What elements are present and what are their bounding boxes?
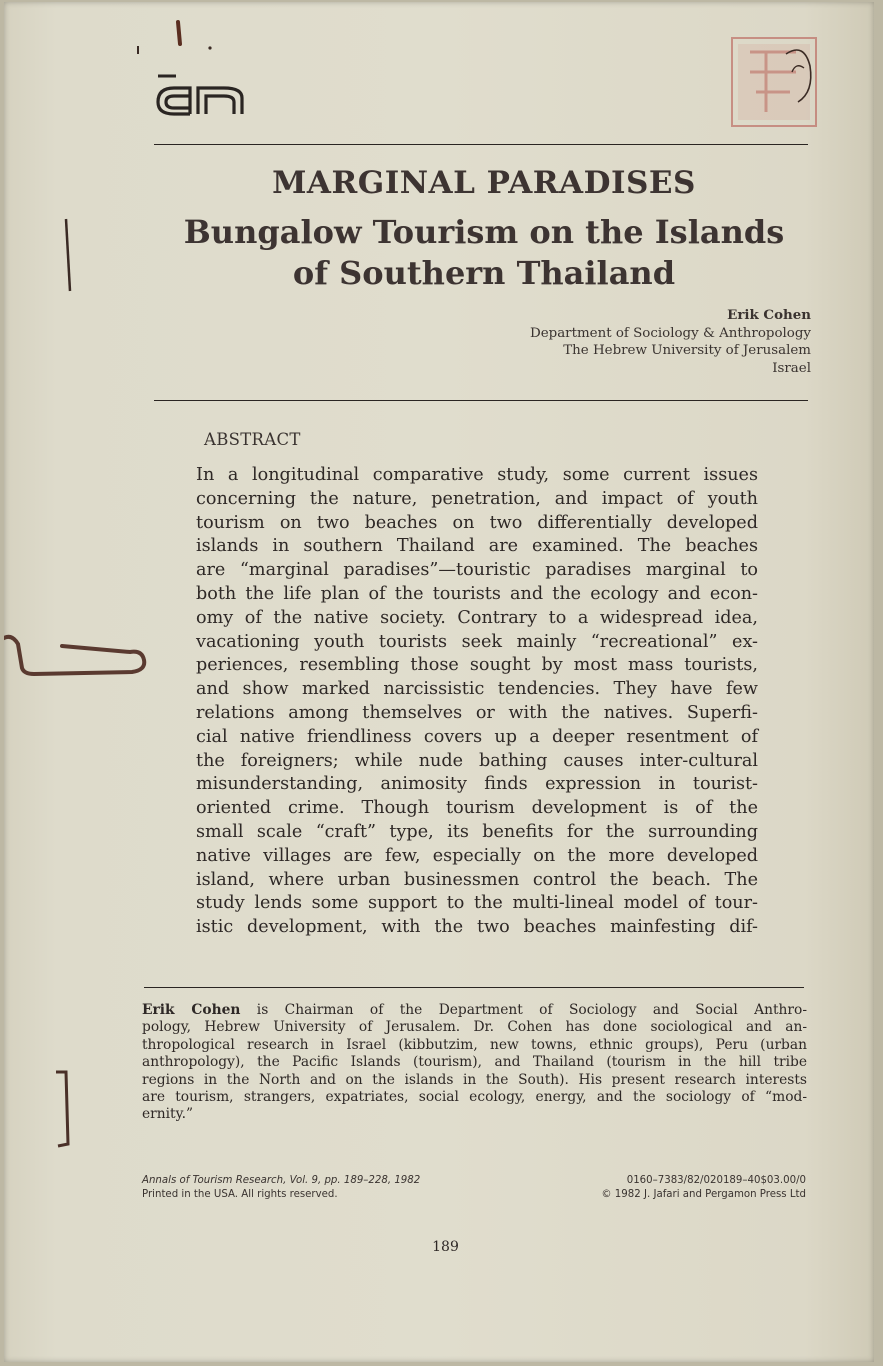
abstract-line: misunderstanding, animosity finds expression in tourist-: [196, 774, 758, 795]
bio-line: thropological research in Israel (kibbutzim, new towns, ethnic groups), Peru (urban: [142, 1036, 807, 1053]
abstract-line: both the life plan of the tourists and the ecology and econ-: [196, 583, 758, 604]
article-subtitle: [154, 212, 814, 294]
journal-citation: [142, 1174, 420, 1202]
abstract-line: omy of the native society. Contrary to a widespread idea,: [196, 607, 758, 628]
article-subtitle-line: of Southern Thailand: [292, 254, 676, 292]
copyright-notice: © 1982 J. Jafari and Pergamon Press Ltd: [601, 1189, 806, 1200]
journal-logo: [154, 72, 246, 118]
bio-line: anthropology), the Pacific Islands (tourism), and Thailand (tourism in the hill tribe: [142, 1054, 807, 1071]
abstract-line: cial native friendliness covers up a deeper resentment of: [196, 726, 758, 747]
abstract-line: oriented crime. Though tourism development is of the: [196, 798, 758, 819]
abstract-line: tourism on two beaches on two differentially developed: [196, 512, 758, 533]
abstract-line: are “marginal paradises”—touristic paradises marginal to: [196, 560, 758, 581]
staple-mark-icon: [60, 217, 76, 297]
footnote-rule: [144, 987, 804, 988]
bio-line: are tourism, strangers, expatriates, social ecology, energy, and the sociology of “mod-: [142, 1089, 807, 1106]
citation-text: Annals of Tourism Research, Vol. 9, pp. 189–228, 1982: [142, 1175, 421, 1186]
abstract-line: relations among themselves or with the natives. Superfi-: [196, 702, 758, 723]
page-number: 189: [432, 1239, 459, 1255]
abstract-line: istic development, with the two beaches mainfesting dif-: [196, 917, 758, 938]
article-subtitle-line: Bungalow Tourism on the Islands: [183, 213, 785, 251]
abstract-line: native villages are few, especially on the more developed: [196, 845, 758, 866]
bio-author-name: Erik Cohen: [142, 1002, 241, 1018]
paperclip-icon: [4, 630, 154, 680]
author-bio: [142, 1002, 807, 1124]
author-affiliation: [434, 307, 811, 377]
abstract-line: vacationing youth tourists seek mainly “recreational” ex-: [196, 631, 758, 652]
copyright-block: [524, 1174, 806, 1202]
title-rule: [154, 400, 808, 401]
bio-line-rest: is Chairman of the Department of Sociology and Social Anthro-: [240, 1002, 807, 1018]
price-code: 0160–7383/82/020189–40$03.00/0: [626, 1175, 806, 1186]
paper-page: [4, 2, 874, 1362]
author-department: Department of Sociology & Anthropology: [529, 325, 811, 341]
abstract-line: island, where urban businessmen control the beach. The: [196, 869, 758, 890]
abstract-line: periences, resembling those sought by most mass tourists,: [196, 655, 758, 676]
author-country: Israel: [772, 360, 811, 376]
header-rule: [154, 144, 808, 145]
abstract-line: concerning the nature, penetration, and impact of youth: [196, 488, 758, 509]
printed-notice: Printed in the USA. All rights reserved.: [142, 1189, 338, 1200]
abstract-body: [196, 464, 758, 940]
library-stamp-icon: [726, 32, 824, 132]
staple-icon: [52, 1068, 76, 1152]
abstract-line: small scale “craft” type, its benefits for the surrounding: [196, 821, 758, 842]
author-university: The Hebrew University of Jerusalem: [563, 343, 811, 358]
ink-mark-icon: [132, 18, 222, 62]
bio-line: ernity.”: [142, 1106, 194, 1123]
abstract-line: and show marked narcissistic tendencies. They have few: [196, 679, 758, 700]
abstract-heading: ABSTRACT: [204, 430, 301, 449]
abstract-line: study lends some support to the multi-lineal model of tour-: [196, 893, 758, 914]
abstract-line: islands in southern Thailand are examined. The beaches: [196, 536, 758, 557]
bio-line: regions in the North and on the islands in the South). His present research interests: [142, 1071, 807, 1088]
author-name: Erik Cohen: [727, 307, 811, 323]
bio-line: [142, 1002, 807, 1019]
abstract-line: In a longitudinal comparative study, some current issues: [196, 465, 758, 485]
article-title: MARGINAL PARADISES: [272, 165, 696, 201]
bio-line: pology, Hebrew University of Jerusalem. Dr. Cohen has done sociological and an-: [142, 1019, 807, 1036]
abstract-line: the foreigners; while nude bathing causes inter-cultural: [196, 750, 758, 771]
